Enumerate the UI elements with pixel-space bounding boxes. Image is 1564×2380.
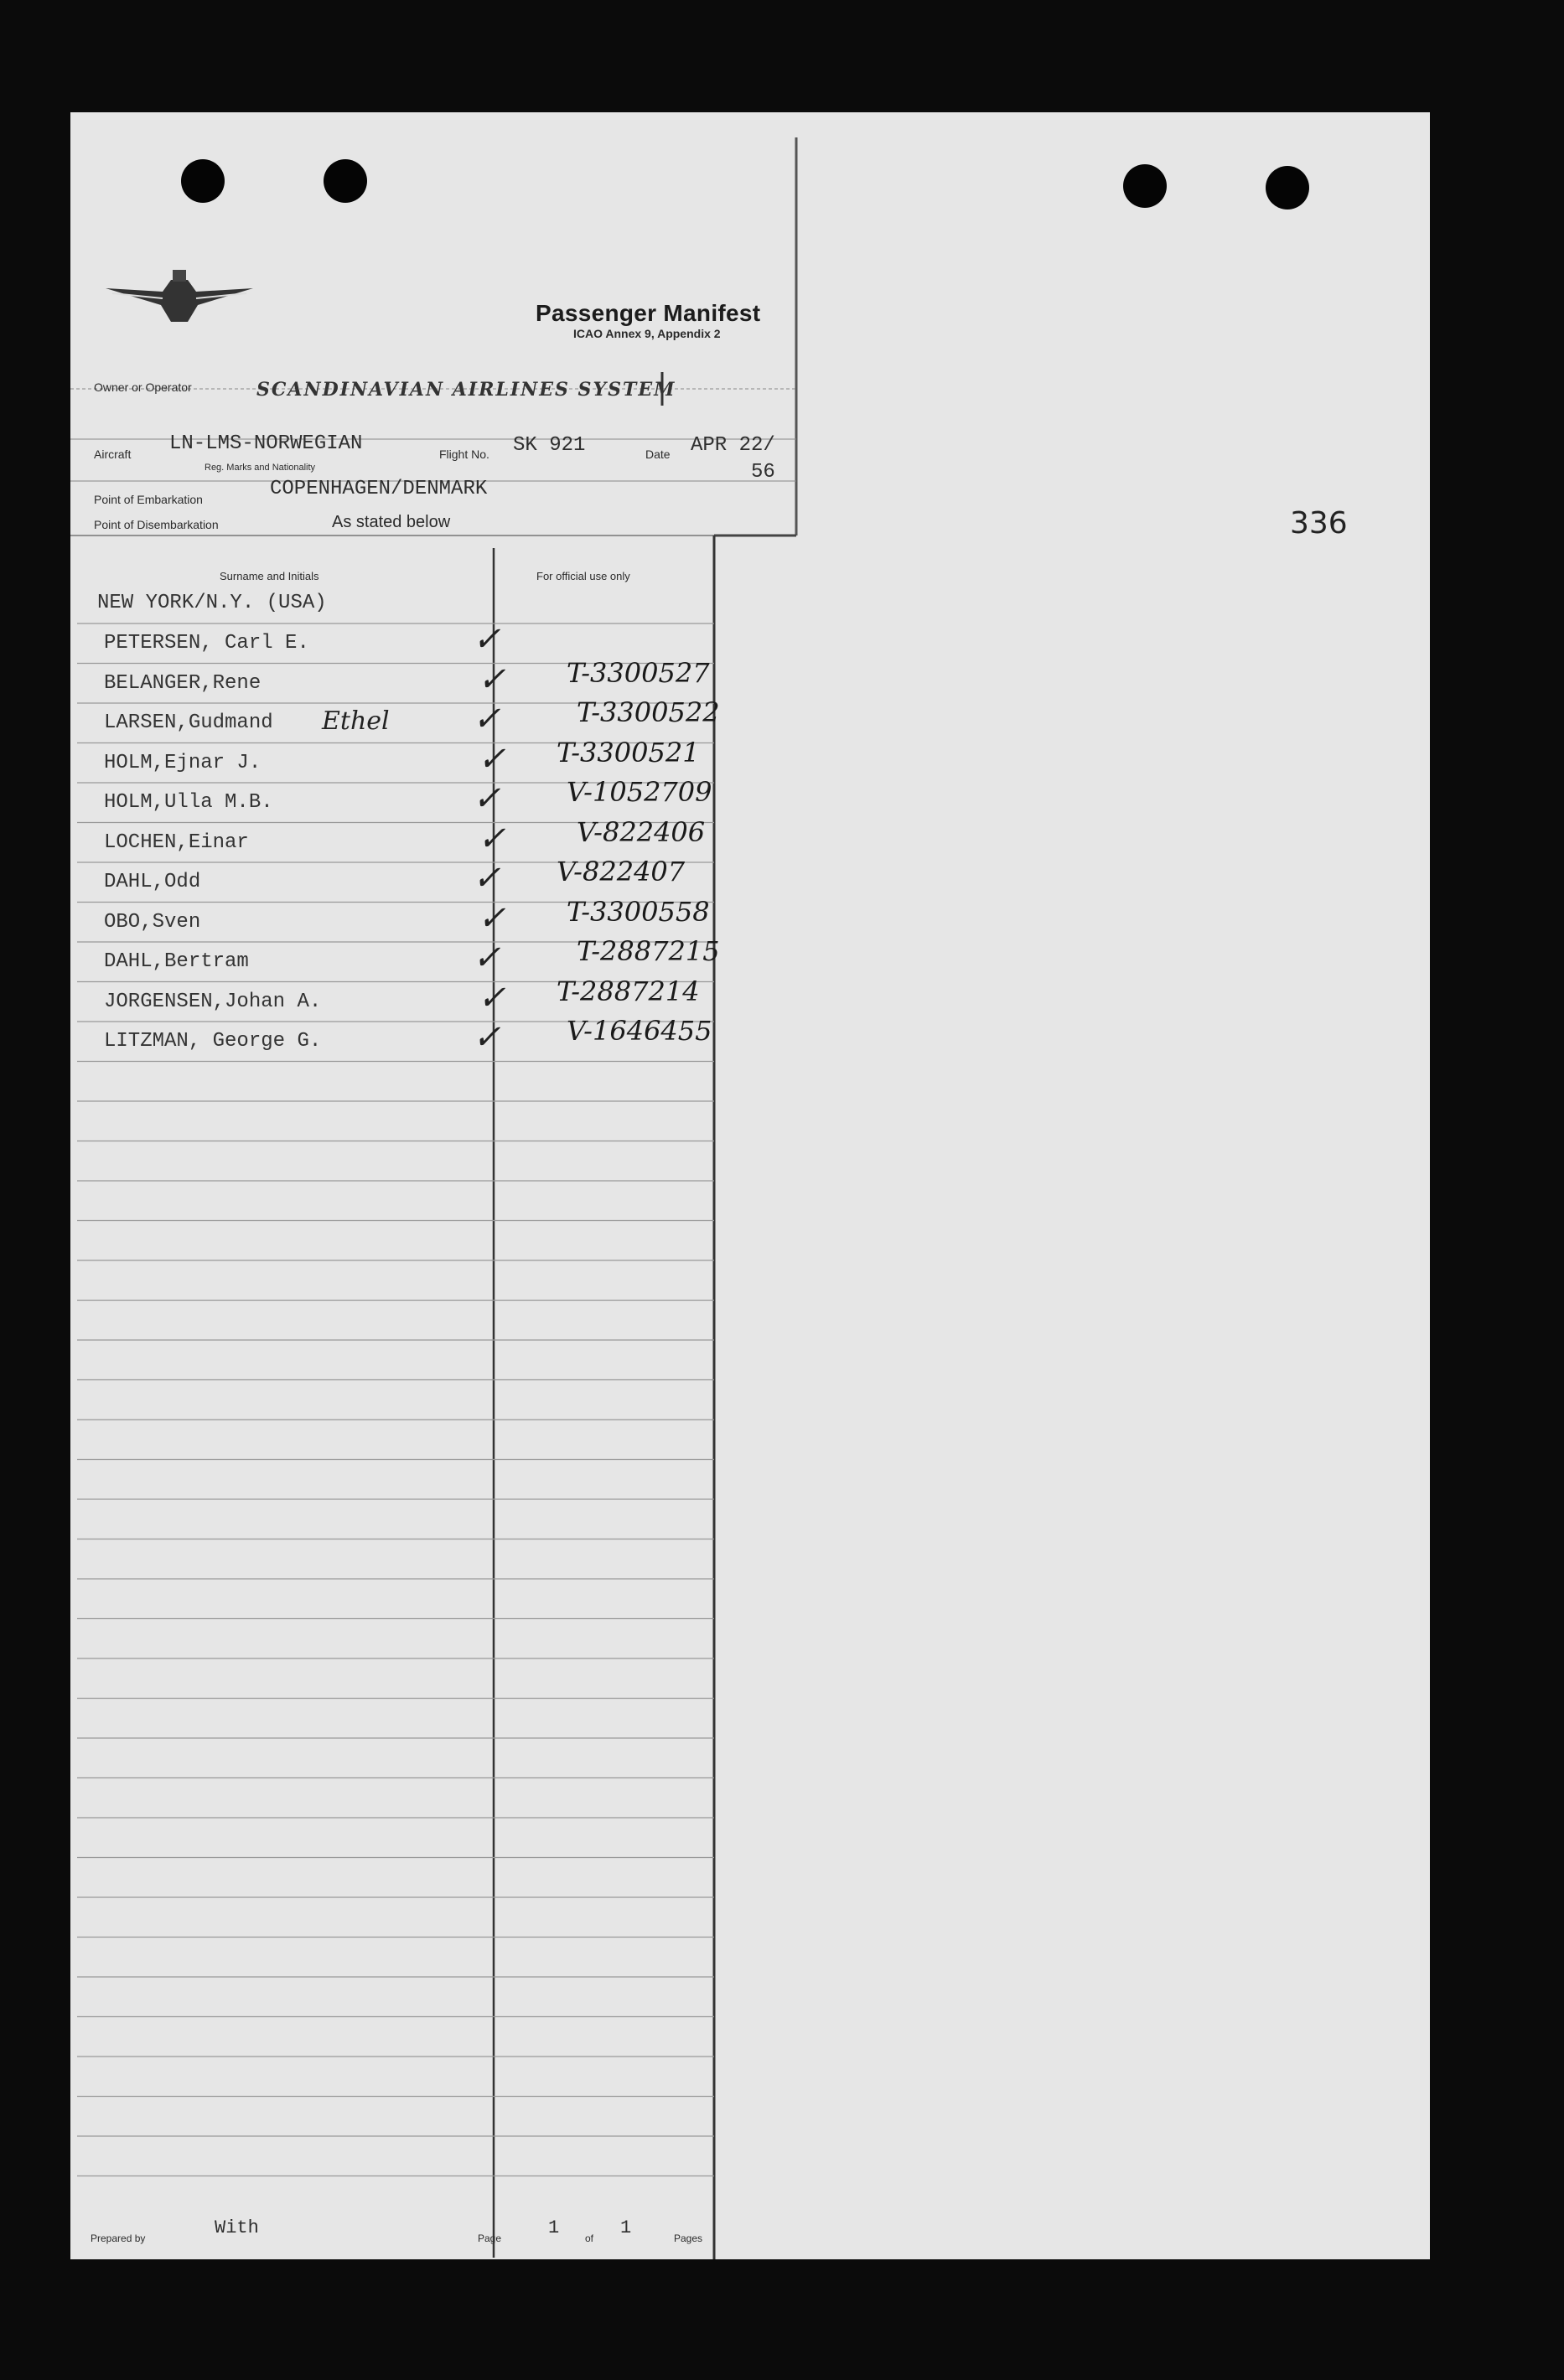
ticket-number: T-3300522 (577, 696, 720, 728)
check-mark-icon: ✓ (473, 859, 501, 898)
sas-winged-logo (104, 263, 255, 339)
passenger-name: PETERSEN, Carl E. (104, 632, 309, 654)
passenger-name: OBO,Sven (104, 910, 201, 934)
disembarkation-value: As stated below (332, 513, 451, 531)
page-label: Page (478, 2233, 502, 2244)
ticket-number: T-2887215 (577, 935, 720, 967)
ticket-number: T-3300521 (557, 736, 700, 768)
flight-label: Flight No. (439, 448, 489, 461)
passenger-name: LOCHEN,Einar (104, 830, 249, 854)
passenger-name: LARSEN,Gudmand (104, 711, 273, 734)
passenger-name: HOLM,Ulla M.B. (104, 791, 273, 814)
prepared-by-label: Prepared by (91, 2233, 146, 2244)
date-year: 56 (751, 461, 775, 484)
names-column-header: Surname and Initials (220, 570, 319, 582)
ticket-number: V-822406 (577, 815, 706, 848)
aircraft-label: Aircraft (94, 448, 132, 461)
passenger-name: BELANGER,Rene (104, 671, 262, 695)
passenger-name: DAHL,Odd (104, 871, 201, 893)
check-mark-icon: ✓ (473, 620, 501, 659)
prepared-by-value: With (215, 2217, 259, 2238)
reg-marks-label: Reg. Marks and Nationality (205, 463, 316, 473)
owner-label: Owner or Operator (94, 380, 192, 394)
official-column-header: For official use only (536, 570, 630, 582)
flight-value: SK 921 (513, 434, 586, 457)
check-mark-icon: ✓ (478, 819, 506, 858)
ticket-number: V-822407 (557, 856, 686, 887)
check-mark-icon: ✓ (473, 700, 501, 738)
operator-name: SCANDINAVIAN AIRLINES SYSTEM (256, 379, 676, 401)
form-subtitle: ICAO Annex 9, Appendix 2 (573, 327, 721, 340)
check-mark-icon: ✓ (478, 660, 506, 699)
passenger-name: HOLM,Ejnar J. (104, 751, 262, 774)
check-mark-icon: ✓ (473, 1018, 501, 1057)
disembarkation-label: Point of Disembarkation (94, 518, 219, 531)
aircraft-value: LN-LMS-NORWEGIAN (169, 432, 363, 455)
ticket-number: T-2887214 (557, 975, 700, 1007)
check-mark-icon: ✓ (478, 898, 506, 938)
form-title: Passenger Manifest (536, 300, 761, 326)
passenger-name: LITZMAN, George G. (104, 1030, 322, 1053)
check-mark-icon: ✓ (473, 939, 501, 977)
pages-label: Pages (674, 2233, 703, 2244)
date-value: APR 22/ (691, 434, 775, 457)
ticket-number: T-3300527 (567, 656, 710, 689)
of-label: of (585, 2233, 594, 2244)
manifest-page (70, 112, 1430, 2259)
handwritten-addition: Ethel (322, 706, 390, 736)
passenger-name: JORGENSEN,Johan A. (104, 990, 322, 1013)
check-mark-icon: ✓ (478, 978, 506, 1017)
check-mark-icon: ✓ (473, 779, 501, 818)
date-label: Date (645, 448, 671, 461)
page-value: 1 (548, 2217, 560, 2238)
of-value: 1 (620, 2217, 632, 2238)
destination: NEW YORK/N.Y. (USA) (97, 592, 327, 614)
ticket-number: V-1646455 (567, 1015, 712, 1047)
check-mark-icon: ✓ (478, 739, 506, 779)
ticket-number: T-3300558 (567, 895, 710, 928)
embarkation-label: Point of Embarkation (94, 493, 203, 506)
page-stamp-number: 336 (1290, 506, 1348, 541)
embarkation-value: COPENHAGEN/DENMARK (270, 478, 488, 500)
ticket-number: V-1052709 (567, 776, 712, 808)
passenger-name: DAHL,Bertram (104, 950, 249, 973)
